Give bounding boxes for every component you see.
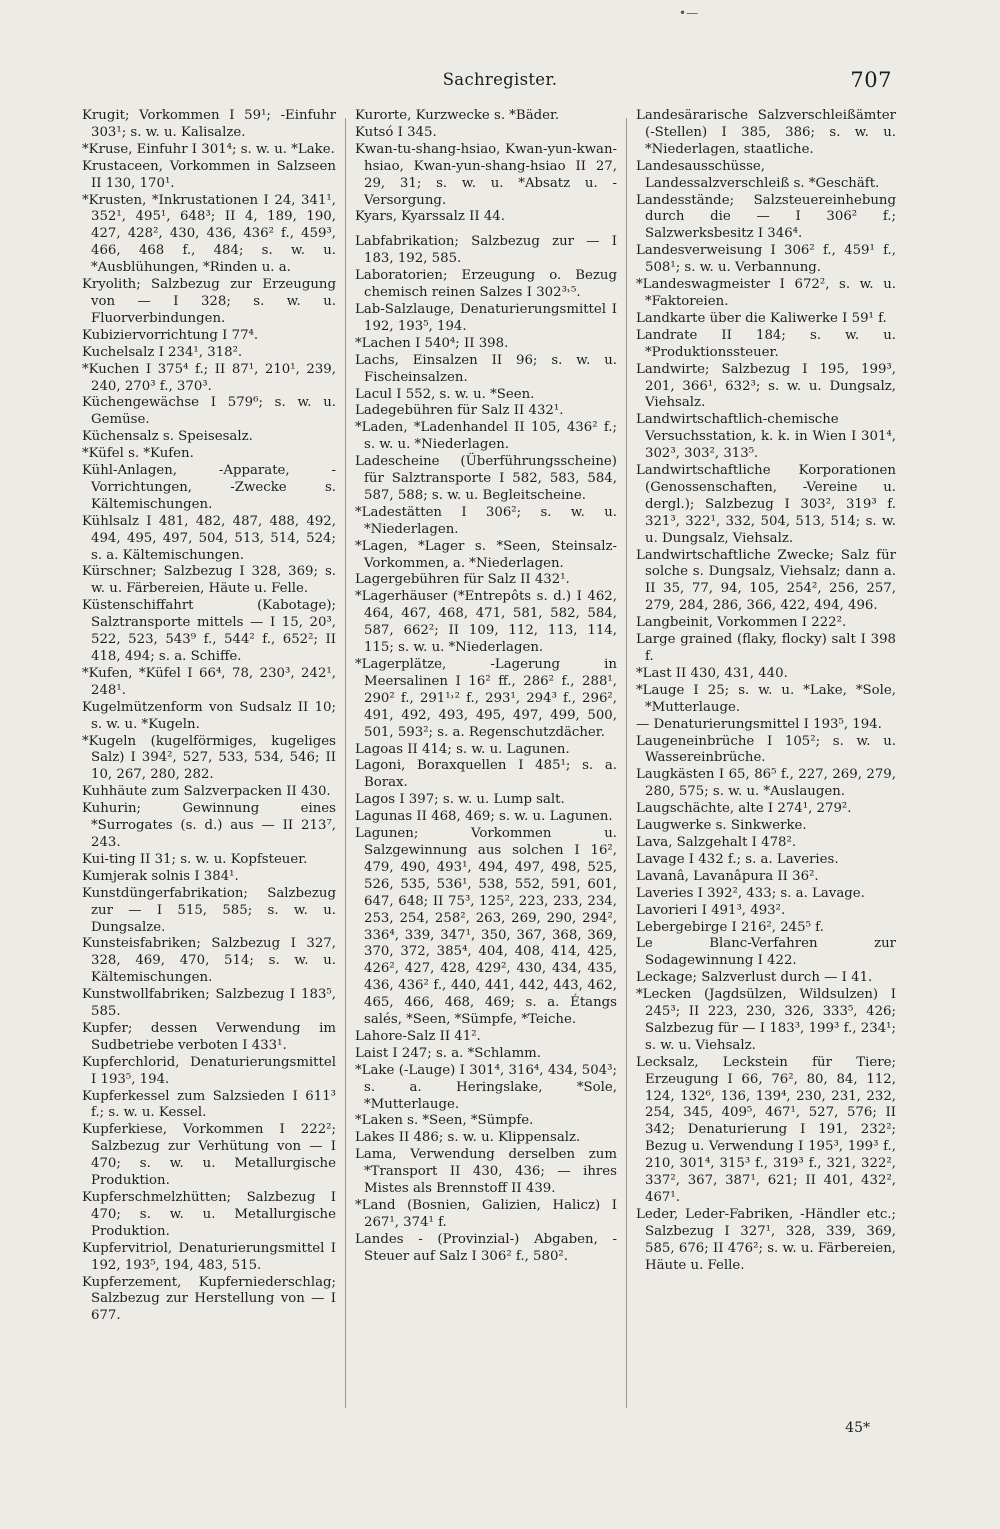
- index-entry: Lavorieri I 491³, 493².: [636, 902, 786, 918]
- index-entry: Kupferkiese, Vorkommen I 222²; Salzbezug zur Verhütung von — I 470; s. w. u. Metallurgische Produktion.: [82, 1122, 336, 1189]
- index-entry: *Kugeln (kugelförmiges, kugeliges Salz) I 394², 527, 533, 534, 546; II 10, 267, 280, 282.: [82, 733, 336, 783]
- index-entry: Lagunen; Vorkommen u. Salzgewinnung aus solchen I 16², 479, 490, 493¹, 494, 497, 498, 525, 526, 535, 536¹, 538, 552, 591, 601, 647, 648; II 75³, 125², 223, 233, 234, 253, 254, 258², 263, 269, 290, 294², 336⁴, 339, 347¹, 350, 367, 368, 369, 370, 372, 385⁴, 404, 408, 414, 425, 426², 427, 428, 429², 430, 434, 435, 436, 436² f., 440, 441, 442, 443, 462, 465, 466, 468, 469; s. a. Étangs salés, *Seen, *Sümpfe, *Teiche.: [355, 826, 617, 1028]
- index-entry: Landesausschüsse, Landessalzverschleiß s. *Geschäft.: [636, 158, 880, 191]
- index-entry: Kryolith; Salzbezug zur Erzeugung von — I 328; s. w. u. Fluorverbindungen.: [82, 277, 336, 326]
- index-entry: Landwirtschaftlich-chemische Versuchsstation, k. k. in Wien I 301⁴, 302³, 303², 313⁵.: [636, 412, 896, 462]
- index-entry: Lama, Verwendung derselben zum *Transport II 430, 436; — ihres Mistes als Brennstoff II 439.: [355, 1147, 617, 1197]
- index-entry: Lagos I 397; s. w. u. Lump salt.: [355, 792, 565, 808]
- index-entry: Kupfervitriol, Denaturierungsmittel I 192, 193⁵, 194, 483, 515.: [82, 1240, 336, 1273]
- index-entry: Lavanâ, Lavanâpura II 36².: [636, 868, 819, 884]
- index-entry: Lecksalz, Leckstein für Tiere; Erzeugung I 66, 76², 80, 84, 112, 124, 132⁶, 136, 139⁴, 230, 231, 232, 254, 345, 409⁵, 467¹, 527, 576; II 342; Denaturierung I 191, 232²; Bezug u. Verwendung I 195³, 199³ f., 210, 301⁴, 315³ f., 319³ f., 321, 322², 337², 367, 387¹, 621; II 401, 432², 467¹.: [636, 1054, 896, 1205]
- index-entry: Lachs, Einsalzen II 96; s. w. u. Fischeinsalzen.: [355, 352, 617, 385]
- index-entry: *Lagerplätze, -Lagerung in Meersalinen I 16² ff., 286² f., 288¹, 290² f., 291¹˒² f., 293¹, 294³ f., 296², 491, 492, 493, 495, 497, 499, 500, 501, 593²; s. a. Regenschutzdächer.: [355, 657, 617, 740]
- index-entry: Lahore-Salz II 41².: [355, 1028, 481, 1044]
- index-entry: *Ladestätten I 306²; s. w. u. *Niederlagen.: [355, 504, 617, 537]
- index-entry: *Lachen I 540⁴; II 398.: [355, 335, 509, 351]
- index-entry: Landesverweisung I 306² f., 459¹ f., 508¹; s. w. u. Verbannung.: [636, 243, 896, 276]
- index-entry: Kupfer; dessen Verwendung im Sudbetriebe verboten I 433¹.: [82, 1020, 336, 1053]
- index-entry: Küstenschiffahrt (Kabotage); Salztransporte mittels — I 15, 20³, 522, 523, 543⁹ f., 544² f., 652²; II 418, 494; s. a. Schiffe.: [82, 598, 336, 664]
- column-divider: [345, 118, 346, 1408]
- index-entry: *Kuchen I 375⁴ f.; II 87¹, 210¹, 239, 240, 270³ f., 370³.: [82, 361, 336, 394]
- index-entry: — Denaturierungsmittel I 193⁵, 194.: [636, 716, 882, 732]
- index-entry: Laugeneinbrüche I 105²; s. w. u. Wassereinbrüche.: [636, 733, 896, 766]
- column-divider: [626, 118, 627, 1408]
- index-entry: Küchensalz s. Speisesalz.: [82, 429, 253, 445]
- index-entry: Kutsó I 345.: [355, 124, 437, 140]
- index-entry: Lacul I 552, s. w. u. *Seen.: [355, 386, 535, 402]
- index-entry: Kürschner; Salzbezug I 328, 369; s. w. u. Färbereien, Häute u. Felle.: [82, 564, 336, 597]
- index-entry: Landwirtschaftliche Korporationen (Genossenschaften, -Vereine u. dergl.); Salzbezug I 303², 319³ f. 321³, 322¹, 332, 504, 513, 514; s. w. u. Dungsalz, Viehsalz.: [636, 463, 896, 546]
- index-entry: Le Blanc-Verfahren zur Sodagewinnung I 422.: [636, 936, 896, 969]
- index-entry: Kumjerak solnis I 384¹.: [82, 868, 239, 884]
- index-entry: Landesstände; Salzsteuereinhebung durch die — I 306² f.; Salzwerksbesitz I 346⁴.: [636, 192, 896, 242]
- index-column-3: [636, 108, 896, 1275]
- index-entry: *Küfel s. *Kufen.: [82, 446, 194, 462]
- index-entry: Kunstwollfabriken; Salzbezug I 183⁵, 585.: [82, 987, 336, 1020]
- index-entry: Küchengewächse I 579⁶; s. w. u. Gemüse.: [82, 395, 336, 428]
- index-entry: Kupferkessel zum Salzsieden I 611³ f.; s. w. u. Kessel.: [82, 1088, 336, 1121]
- index-entry: *Land (Bosnien, Galizien, Halicz) I 267¹, 374¹ f.: [355, 1198, 617, 1230]
- index-entry: Laugkästen I 65, 86⁵ f., 227, 269, 279, 280, 575; s. w. u. *Auslaugen.: [636, 767, 896, 800]
- index-entry: Lava, Salzgehalt I 478².: [636, 834, 797, 850]
- index-entry: Kupferchlorid, Denaturierungsmittel I 193⁵, 194.: [82, 1054, 336, 1087]
- index-entry: Kugelmützenform von Sudsalz II 10; s. w. u. *Kugeln.: [82, 699, 336, 732]
- index-entry: Landes - (Provinzial-) Abgaben, -Steuer auf Salz I 306² f., 580².: [355, 1231, 617, 1264]
- index-entry: Kunstdüngerfabrikation; Salzbezug zur — I 515, 585; s. w. u. Dungsalze.: [82, 885, 336, 935]
- index-entry: Lakes II 486; s. w. u. Klippensalz.: [355, 1130, 581, 1146]
- page-title: Sachregister.: [442, 70, 558, 89]
- index-entry: Kupferschmelzhütten; Salzbezug I 470; s. w. u. Metallurgische Produktion.: [82, 1190, 336, 1239]
- index-entry: *Last II 430, 431, 440.: [636, 665, 788, 681]
- index-entry: Kuhhäute zum Salzverpacken II 430.: [82, 784, 331, 800]
- index-entry: Landwirte; Salzbezug I 195, 199³, 201, 366¹, 632³; s. w. u. Dungsalz, Viehsalz.: [636, 361, 896, 411]
- index-entry: Labfabrikation; Salzbezug zur — I 183, 192, 585.: [355, 234, 617, 267]
- top-mark: •—: [679, 6, 699, 20]
- index-entry: *Lagen, *Lager s. *Seen, Steinsalz-Vorkommen, a. *Niederlagen.: [355, 538, 617, 571]
- page-number: 707: [850, 68, 892, 92]
- index-entry: Laboratorien; Erzeugung o. Bezug chemisch reinen Salzes I 302³˒⁵.: [355, 268, 617, 301]
- index-entry: Lagoni, Boraxquellen I 485¹; s. a. Borax.: [355, 758, 617, 791]
- index-entry: Lab-Salzlauge, Denaturierungsmittel I 192, 193⁵, 194.: [355, 301, 617, 334]
- index-entry: Lagunas II 468, 469; s. w. u. Lagunen.: [355, 809, 613, 825]
- index-entry: Lagoas II 414; s. w. u. Lagunen.: [355, 741, 570, 757]
- index-entry: *Laden, *Ladenhandel II 105, 436² f.; s. w. u. *Niederlagen.: [355, 420, 617, 453]
- index-entry: Ladescheine (Überführungsscheine) für Salztransporte I 582, 583, 584, 587, 588; s. w. u. Begleitscheine.: [355, 454, 617, 503]
- index-entry: Laveries I 392², 433; s. a. Lavage.: [636, 885, 865, 901]
- index-entry: Lavage I 432 f.; s. a. Laveries.: [636, 851, 839, 867]
- index-entry: Krustaceen, Vorkommen in Salzseen II 130, 170¹.: [82, 158, 336, 191]
- index-entry: Leckage; Salzverlust durch — I 41.: [636, 970, 873, 986]
- index-entry: *Lagerhäuser (*Entrepôts s. d.) I 462, 464, 467, 468, 471, 581, 582, 584, 587, 662²; II 109, 112, 113, 114, 115; s. w. u. *Niederlagen.: [355, 589, 617, 656]
- signature-mark: 45*: [845, 1420, 870, 1436]
- index-entry: Laist I 247; s. a. *Schlamm.: [355, 1045, 542, 1061]
- index-entry: Leder, Leder-Fabriken, -Händler etc.; Salzbezug I 327¹, 328, 339, 369, 585, 676; II 476²; s. w. u. Färbereien, Häute u. Felle.: [636, 1206, 896, 1273]
- index-entry: Laugschächte, alte I 274¹, 279².: [636, 801, 852, 817]
- index-entry: Landrate II 184; s. w. u. *Produktionssteuer.: [636, 327, 896, 360]
- index-column-1: [82, 108, 336, 1325]
- index-entry: *Laken s. *Seen, *Sümpfe.: [355, 1113, 534, 1129]
- index-entry: Lebergebirge I 216², 245⁵ f.: [636, 919, 824, 935]
- index-entry: Landesärarische Salzverschleißämter (-Stellen) I 385, 386; s. w. u. *Niederlagen, staatliche.: [636, 108, 896, 157]
- index-entry: Kühl-Anlagen, -Apparate, -Vorrichtungen, -Zwecke s. Kältemischungen.: [82, 463, 336, 512]
- index-entry: Lagergebühren für Salz II 432¹.: [355, 572, 570, 588]
- index-entry: Landwirtschaftliche Zwecke; Salz für solche s. Dungsalz, Viehsalz; dann a. II 35, 77, 94, 105, 254², 256, 257, 279, 284, 286, 366, 422, 494, 496.: [636, 547, 896, 614]
- index-entry: *Krusten, *Inkrustationen I 24, 341¹, 352¹, 495¹, 648³; II 4, 189, 190, 427, 428², 430, 436, 436² f., 459³, 466, 468 f., 484; s. w. u. *Ausblühungen, *Rinden u. a.: [82, 192, 336, 276]
- index-entry: *Lauge I 25; s. w. u. *Lake, *Sole, *Mutterlauge.: [636, 682, 896, 715]
- index-entry: *Lake (-Lauge) I 301⁴, 316⁴, 434, 504³; s. a. Heringslake, *Sole, *Mutterlauge.: [355, 1062, 617, 1112]
- index-entry: *Kufen, *Küfel I 66⁴, 78, 230³, 242¹, 248¹.: [82, 665, 336, 698]
- index-entry: Landkarte über die Kaliwerke I 59¹ f.: [636, 310, 887, 326]
- index-entry: Kyars, Kyarssalz II 44.: [355, 209, 505, 225]
- index-entry: Kurorte, Kurzwecke s. *Bäder.: [355, 108, 560, 123]
- index-entry: Ladegebühren für Salz II 432¹.: [355, 403, 564, 419]
- index-column-2: [355, 108, 617, 1266]
- index-entry: Kupferzement, Kupferniederschlag; Salzbezug zur Herstellung von — I 677.: [82, 1274, 336, 1324]
- index-entry: Laugwerke s. Sinkwerke.: [636, 818, 807, 834]
- index-entry: Kuhurin; Gewinnung eines *Surrogates (s. d.) aus — II 213⁷, 243.: [82, 801, 336, 850]
- index-entry: *Lecken (Jagdsülzen, Wildsulzen) I 245³; II 223, 230, 326, 333⁵, 426; Salzbezug für — I 183³, 199³ f., 234¹; s. w. u. Viehsalz.: [636, 987, 896, 1053]
- index-entry: Kwan-tu-shang-hsiao, Kwan-yun-kwan-hsiao, Kwan-yun-shang-hsiao II 27, 29, 31; s. w. u. *Absatz u. -Versorgung.: [355, 141, 617, 208]
- index-entry: Kühlsalz I 481, 482, 487, 488, 492, 494, 495, 497, 504, 513, 514, 524; s. a. Kältemischungen.: [82, 513, 336, 563]
- index-entry: Kuchelsalz I 234¹, 318².: [82, 344, 243, 360]
- index-entry: *Kruse, Einfuhr I 301⁴; s. w. u. *Lake.: [82, 141, 335, 157]
- index-entry: Krugit; Vorkommen I 59¹; -Einfuhr 303¹; s. w. u. Kalisalze.: [82, 108, 336, 140]
- index-entry: Kunsteisfabriken; Salzbezug I 327, 328, 469, 470, 514; s. w. u. Kältemischungen.: [82, 936, 336, 986]
- index-entry: Kui-ting II 31; s. w. u. Kopfsteuer.: [82, 851, 308, 867]
- index-entry: Large grained (flaky, flocky) salt I 398 f.: [636, 632, 896, 664]
- index-entry: *Landeswagmeister I 672², s. w. u. *Faktoreien.: [636, 277, 896, 309]
- index-entry: Kubiziervorrichtung I 77⁴.: [82, 327, 259, 343]
- index-entry: Langbeinit, Vorkommen I 222².: [636, 615, 847, 631]
